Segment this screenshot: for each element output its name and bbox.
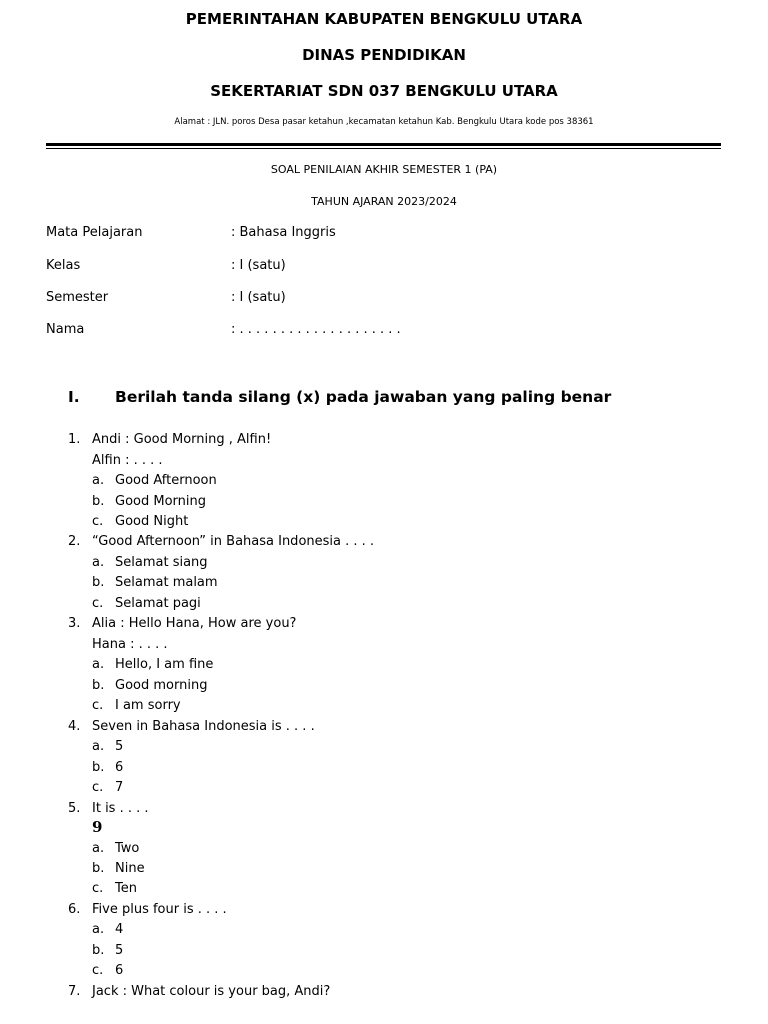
option-letter: b.: [92, 861, 105, 876]
question-text: Jack : What colour is your bag, Andi?: [92, 984, 331, 999]
option-text: Good Morning: [115, 494, 206, 509]
question-text: Alia : Hello Hana, How are you?: [92, 616, 297, 631]
option-letter: a.: [92, 841, 105, 856]
option-letter: a.: [92, 739, 105, 754]
question-text: Andi : Good Morning , Alfin!: [92, 432, 272, 447]
option-text: Good Afternoon: [115, 473, 217, 488]
section-number: I.: [68, 388, 80, 406]
option-text: Good morning: [115, 678, 208, 693]
question-text: Five plus four is . . . .: [92, 902, 227, 917]
option-text: 7: [115, 780, 124, 795]
option-text: 5: [115, 943, 124, 958]
option-text: Two: [115, 841, 140, 856]
option-letter: b.: [92, 494, 105, 509]
option-letter: b.: [92, 760, 105, 775]
question-text: Seven in Bahasa Indonesia is . . . .: [92, 719, 315, 734]
question-number: 7.: [68, 984, 81, 999]
question-text: Alfin : . . . .: [92, 453, 163, 468]
question-number: 2.: [68, 534, 81, 549]
option-letter: c.: [92, 963, 104, 978]
question-number: 4.: [68, 719, 81, 734]
question-text: Hana : . . . .: [92, 637, 168, 652]
question-number: 1.: [68, 432, 81, 447]
option-letter: b.: [92, 943, 105, 958]
question-figure-number: 9: [92, 818, 103, 836]
exam-title: SOAL PENILAIAN AKHIR SEMESTER 1 (PA): [270, 163, 498, 176]
question-text: It is . . . .: [92, 801, 149, 816]
option-text: Hello, I am fine: [115, 657, 214, 672]
field-value-semester: : I (satu): [231, 290, 286, 305]
field-value-class: : I (satu): [231, 258, 286, 273]
option-letter: a.: [92, 922, 105, 937]
option-letter: c.: [92, 881, 104, 896]
header-address: Alamat : JLN. poros Desa pasar ketahun ,kecamatan ketahun Kab. Bengkulu Utara kode pos 38361: [174, 117, 594, 127]
option-text: I am sorry: [115, 698, 181, 713]
question-number: 3.: [68, 616, 81, 631]
option-text: Selamat malam: [115, 575, 218, 590]
option-letter: c.: [92, 698, 104, 713]
option-letter: b.: [92, 575, 105, 590]
question-text: “Good Afternoon” in Bahasa Indonesia . . . .: [92, 534, 375, 549]
section-title: Berilah tanda silang (x) pada jawaban yang paling benar: [115, 388, 612, 406]
option-letter: c.: [92, 596, 104, 611]
option-text: 5: [115, 739, 124, 754]
option-letter: a.: [92, 555, 105, 570]
option-text: 6: [115, 963, 124, 978]
field-label-name: Nama: [46, 322, 85, 337]
field-value-name: : . . . . . . . . . . . . . . . . . . . .: [231, 322, 401, 337]
header-rule-thick: [46, 143, 721, 146]
option-letter: c.: [92, 780, 104, 795]
field-value-subject: : Bahasa Inggris: [231, 225, 336, 240]
option-text: 4: [115, 922, 124, 937]
option-text: 6: [115, 760, 124, 775]
exam-year: TAHUN AJARAN 2023/2024: [311, 195, 457, 208]
option-letter: a.: [92, 657, 105, 672]
field-label-class: Kelas: [46, 258, 81, 273]
header-rule-thin: [46, 148, 721, 149]
option-text: Selamat pagi: [115, 596, 201, 611]
question-number: 6.: [68, 902, 81, 917]
option-letter: c.: [92, 514, 104, 529]
option-text: Nine: [115, 861, 145, 876]
option-letter: a.: [92, 473, 105, 488]
option-text: Ten: [115, 881, 137, 896]
option-text: Selamat siang: [115, 555, 208, 570]
header-line-2: DINAS PENDIDIKAN: [302, 46, 466, 64]
option-letter: b.: [92, 678, 105, 693]
question-number: 5.: [68, 801, 81, 816]
option-text: Good Night: [115, 514, 189, 529]
header-line-3: SEKERTARIAT SDN 037 BENGKULU UTARA: [210, 82, 558, 100]
header-line-1: PEMERINTAHAN KABUPATEN BENGKULU UTARA: [185, 10, 583, 28]
field-label-semester: Semester: [46, 290, 109, 305]
field-label-subject: Mata Pelajaran: [46, 225, 143, 240]
